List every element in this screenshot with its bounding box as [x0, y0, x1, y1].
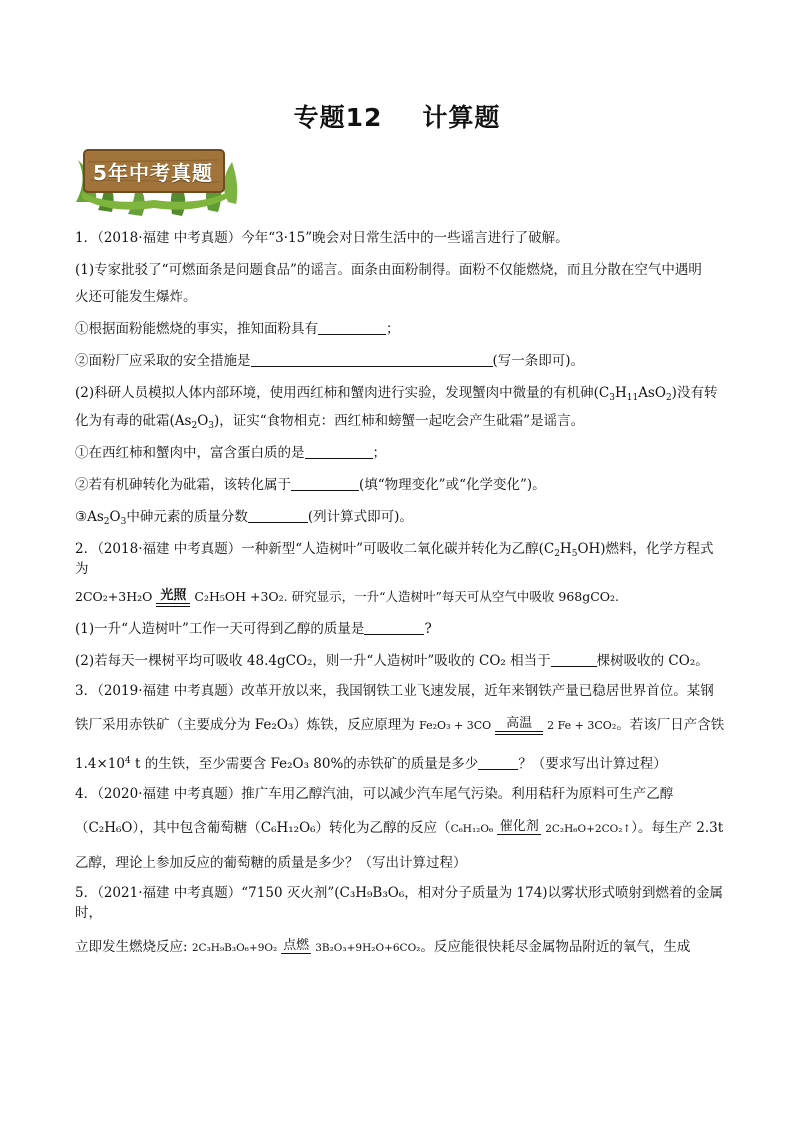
q2-part2: (2)若每天一棵树平均可吸收 48.4gCO₂，则一升“人造树叶”吸收的 CO₂ 相当于 棵树吸收的 CO₂。	[75, 653, 709, 669]
q4-line3: 乙醇，理论上参加反应的葡萄糖的质量是多少？（写出计算过程）	[75, 855, 467, 871]
reaction-condition: 点燃	[283, 938, 310, 953]
answer-blank[interactable]	[478, 755, 518, 770]
q4-line2: （C₂H₆O），其中包含葡萄糖（C₆H₁₂O₆）转化为乙醇的反应（C₆H₁₂O₆ 催化剂 2C₂H₆O+2CO₂↑）。每生产 2.3t	[75, 819, 724, 836]
title-sub: 计算题	[422, 103, 501, 132]
q1-part1-cont: 火还可能发生爆炸。	[75, 289, 197, 305]
q5-line2: 立即发生燃烧反应: 2C₃H₉B₃O₆+9O₂ 点燃 3B₂O₃+9H₂O+6CO₂。反应能很快耗尽金属物品附近的氧气，生成	[75, 938, 691, 955]
q1-sub-c: ①在西红柿和蟹肉中，富含蛋白质的是 ；	[75, 445, 386, 461]
page-title	[0, 98, 794, 134]
q3-stem: 3．（2019·福建 中考真题）改革开放以来，我国钢铁工业飞速发展，近年来钢铁产量已稳居世界首位。某钢	[75, 683, 714, 699]
answer-blank[interactable]	[318, 320, 386, 335]
q1-part1: (1)专家批驳了“可燃面条是问题食品”的谣言。面条由面粉制得。面粉不仅能燃烧，而且分散在空气中遇明	[75, 262, 702, 278]
reaction-condition: 高温	[495, 717, 543, 735]
answer-blank[interactable]	[305, 444, 373, 459]
answer-blank[interactable]	[251, 352, 493, 367]
q1-part2-cont: 化为有毒的砒霜$(As_2O_3)$，证实“食物相克：西红柿和螃蟹一起吃会产生砒霜”是谣言。	[75, 413, 585, 431]
reaction-condition: 光照	[156, 589, 190, 607]
q2-stem: 2．（2018·福建 中考真题）一种新型“人造树叶”可吸收二氧化碳并转化为乙醇$(C_2H_5OH)$燃料，化学方程式为	[75, 541, 714, 577]
answer-blank[interactable]	[551, 652, 597, 667]
q3-line2: 铁厂采用赤铁矿（主要成分为 Fe₂O₃）炼铁，反应原理为 Fe₂O₃ + 3CO 高温 2 Fe + 3CO₂。若该厂日产含铁	[75, 716, 725, 733]
question-list	[75, 226, 725, 958]
q4-stem: 4．（2020·福建 中考真题）推广车用乙醇汽油，可以减少汽车尾气污染。利用秸秆为原料可生产乙醇	[75, 786, 674, 802]
answer-blank[interactable]	[364, 620, 424, 635]
q2-equation-line: 2CO₂+3H₂O 光照 C₂H₅OH +3O₂. 研究显示，一升“人造树叶”每天可从空气中吸收 968gCO₂.	[75, 587, 725, 607]
q1-sub-a: ①根据面粉能燃烧的事实，推知面粉具有 ；	[75, 321, 400, 337]
q1-stem: 1．（2018·福建 中考真题）今年“3·15”晚会对日常生活中的一些谣言进行了破解。	[75, 230, 569, 246]
badge-label: 5年中考真题	[93, 160, 213, 185]
reaction-condition: 催化剂	[497, 820, 541, 835]
q3-line3: $1.4\times 10^4$ t 的生铁，至少需要含 Fe₂O₃ 80%的赤铁矿的质量是多少 ？（要求写出计算过程）	[75, 756, 667, 772]
q1-sub-b: ②面粉厂应采取的安全措施是 (写一条即可)。	[75, 353, 585, 369]
q2-part1: (1)一升“人造树叶”工作一天可得到乙醇的质量是 ?	[75, 621, 432, 637]
q5-stem: 5．（2021·福建 中考真题）“7150 灭火剂”(C₃H₉B₃O₆，相对分子质量为 174)以雾状形式喷射到燃着的金属时，	[75, 885, 724, 921]
q1-part2: (2)科研人员模拟人体内部环境，使用西红柿和蟹肉进行实验，发现蟹肉中微量的有机砷$(C_3H_{11}AsO_2)$没有转	[75, 385, 718, 403]
q1-sub-e: $③As_2O_3$中砷元素的质量分数 (列计算式即可)。	[75, 509, 413, 527]
q1-sub-d: ②若有机砷转化为砒霜，该转化属于 (填“物理变化”或“化学变化”)。	[75, 477, 546, 493]
answer-blank[interactable]	[248, 508, 308, 523]
title-main: 专题12	[293, 103, 383, 132]
answer-blank[interactable]	[291, 476, 359, 491]
section-badge	[68, 140, 240, 218]
